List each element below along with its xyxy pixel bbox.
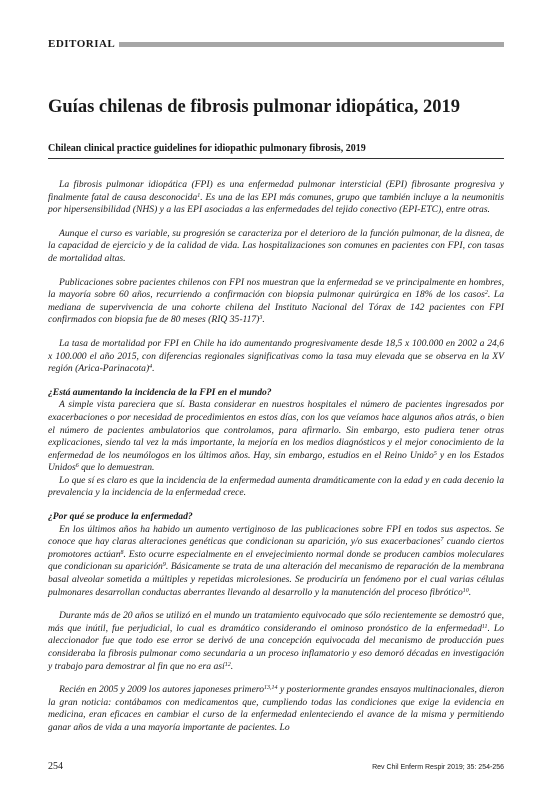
paragraph-3: Publicaciones sobre pacientes chilenos con FPI nos muestran que la enfermedad se ve principalmente en hombres, la mayoría sobre 60 años, recurriendo a confirmación con biopsia pulmonar quirúrgica en 18% de los casos$^2$. La mediana de supervivencia de una cohorte chilena del Instituto Nacional del Tórax de 142 pacientes con FPI confirmados con biopsia fue de 80 meses (RIQ 35-117)$^3$. <box>48 276 504 326</box>
paragraph-4: La tasa de mortalidad por FPI en Chile ha ido aumentando progresivamente desde 18,5 x 100.000 en 2002 a 24,6 x 100.000 el año 2015, con diferencias regionales significativas como la tasa muy elevada que se observa en la XV región (Arica-Parinacota)$^4$. <box>48 337 504 375</box>
citation[interactable]: 7 <box>440 537 444 544</box>
section-header <box>48 36 504 52</box>
section-label: EDITORIAL <box>48 38 116 50</box>
paragraph-8: Durante más de 20 años se utilizó en el mundo un tratamiento equivocado que sólo recientemente se demostró que, más que inútil, fue perjudicial, lo cual es dramático considerando el ominoso pronóstico de la enfermedad$^{11}$. Lo aleccionador fue que todo ese error se derivó de una concepción equivocada del mecanismo de producción pues consideraba la fibrosis pulmonar como secundaria a un proceso inflamatorio y eso demoró décadas en investigación y trabajo para demostrar al fin que no era así$^{12}$. <box>48 610 504 672</box>
article-body <box>48 179 504 735</box>
english-title: Chilean clinical practice guidelines for idiopathic pulmonary fibrosis, 2019 <box>48 143 366 154</box>
citation[interactable]: 9 <box>162 562 166 569</box>
paragraph-6: Lo que sí es claro es que la incidencia de la enfermedad aumenta dramáticamente con la edad y en cada decenio la prevalencia y la incidencia de la enfermedad crece. <box>48 474 504 499</box>
subtitle-rule <box>48 158 504 159</box>
subheading-incidence: ¿Está aumentando la incidencia de la FPI en el mundo? <box>48 386 272 398</box>
citation[interactable]: 2 <box>484 290 488 297</box>
paragraph-5: A simple vista pareciera que sí. Basta considerar en nuestros hospitales el número de pacientes ingresados por exacerbaciones o por necesidad de procedimientos en estos días, con los que veíamos hace algunos años atrás, o bien el número de pacientes ambulatorios que controlamos, para afirmarlo. Sin embargo, esto pudiera tener otras explicaciones, siendo tal vez la más importante, la mejoría en los medios diagnósticos y el mejor conocimiento de la enfermedad de los neumólogos en los últimos años. Hay, sin embargo, estudios en el Reino Unido$^5$ y en los Estados Unidos$^6$ que lo demuestran. <box>48 399 504 474</box>
citation[interactable]: 12 <box>224 661 231 668</box>
citation[interactable]: 13,14 <box>264 685 278 692</box>
subheading-cause: ¿Por qué se produce la enfermedad? <box>48 511 193 523</box>
citation[interactable]: 10 <box>462 587 469 594</box>
citation[interactable]: 6 <box>75 463 79 470</box>
article-title: Guías chilenas de fibrosis pulmonar idiopática, 2019 <box>48 97 461 117</box>
paragraph-7: En los últimos años ha habido un aumento vertiginoso de las publicaciones sobre FPI en todos sus aspectos. Se conoce que hay claras alteraciones genéticas que condicionan su aparición, y/o sus exacerbaciones$^7$ cuando ciertos promotores actúan$^8$. Esto ocurre especialmente en el envejecimiento normal donde se producen cambios moleculares que condicionan su aparición$^9$. Básicamente se trata de una alteración del mecanismo de reparación de la membrana basal alveolar sometida a múltiples y repetidas microlesiones. Se produciría un fenómeno por el cual varias células pulmonares desarrollan conductas aberrantes llevando al desarrollo y la manutención del proceso fibrótico$^{10}$. <box>48 523 505 598</box>
journal-citation: Rev Chil Enferm Respir 2019; 35: 254-256 <box>372 764 504 771</box>
paragraph-9: Recién en 2005 y 2009 los autores japoneses primero$^{13,14}$ y posteriormente grandes ensayos multinacionales, dieron la gran noticia: contábamos con medicamentos que, cumpliendo todas las condiciones que exige la evidencia en medicina, eran eficaces en cambiar el curso de la enfermedad enlenteciendo el avance de la misma y permitiendo ganar años de vida a una mayoría importante de pacientes. Lo <box>48 684 504 733</box>
paragraph-1: La fibrosis pulmonar idiopática (FPI) es una enfermedad pulmonar intersticial (EPI) fibrosante progresiva y finalmente fatal de causa desconocida$^1$. Es una de las EPI más comunes, grupo que también incluye a la neumonitis por hipersensibilidad (NHS) y a las EPI asociadas a las enfermedades del tejido conectivo (EPI-ETC), entre otras. <box>48 179 505 216</box>
page <box>48 36 504 746</box>
section-rule <box>119 42 504 47</box>
page-number: 254 <box>48 761 63 772</box>
citation[interactable]: 3 <box>259 315 263 322</box>
citation[interactable]: 8 <box>120 549 124 556</box>
citation[interactable]: 5 <box>433 450 437 457</box>
citation[interactable]: 11 <box>481 623 488 630</box>
page-footer <box>48 761 504 775</box>
paragraph-2: Aunque el curso es variable, su progresión se caracteriza por el deterioro de la función pulmonar, de la disnea, de la capacidad de ejercicio y de la calidad de vida. Las hospitalizaciones son comunes en pacientes con FPI, con tasas de mortalidad altas. <box>48 227 504 264</box>
citation[interactable]: 1 <box>197 192 201 199</box>
citation[interactable]: 4 <box>149 364 153 371</box>
subtitle-block <box>48 142 504 159</box>
